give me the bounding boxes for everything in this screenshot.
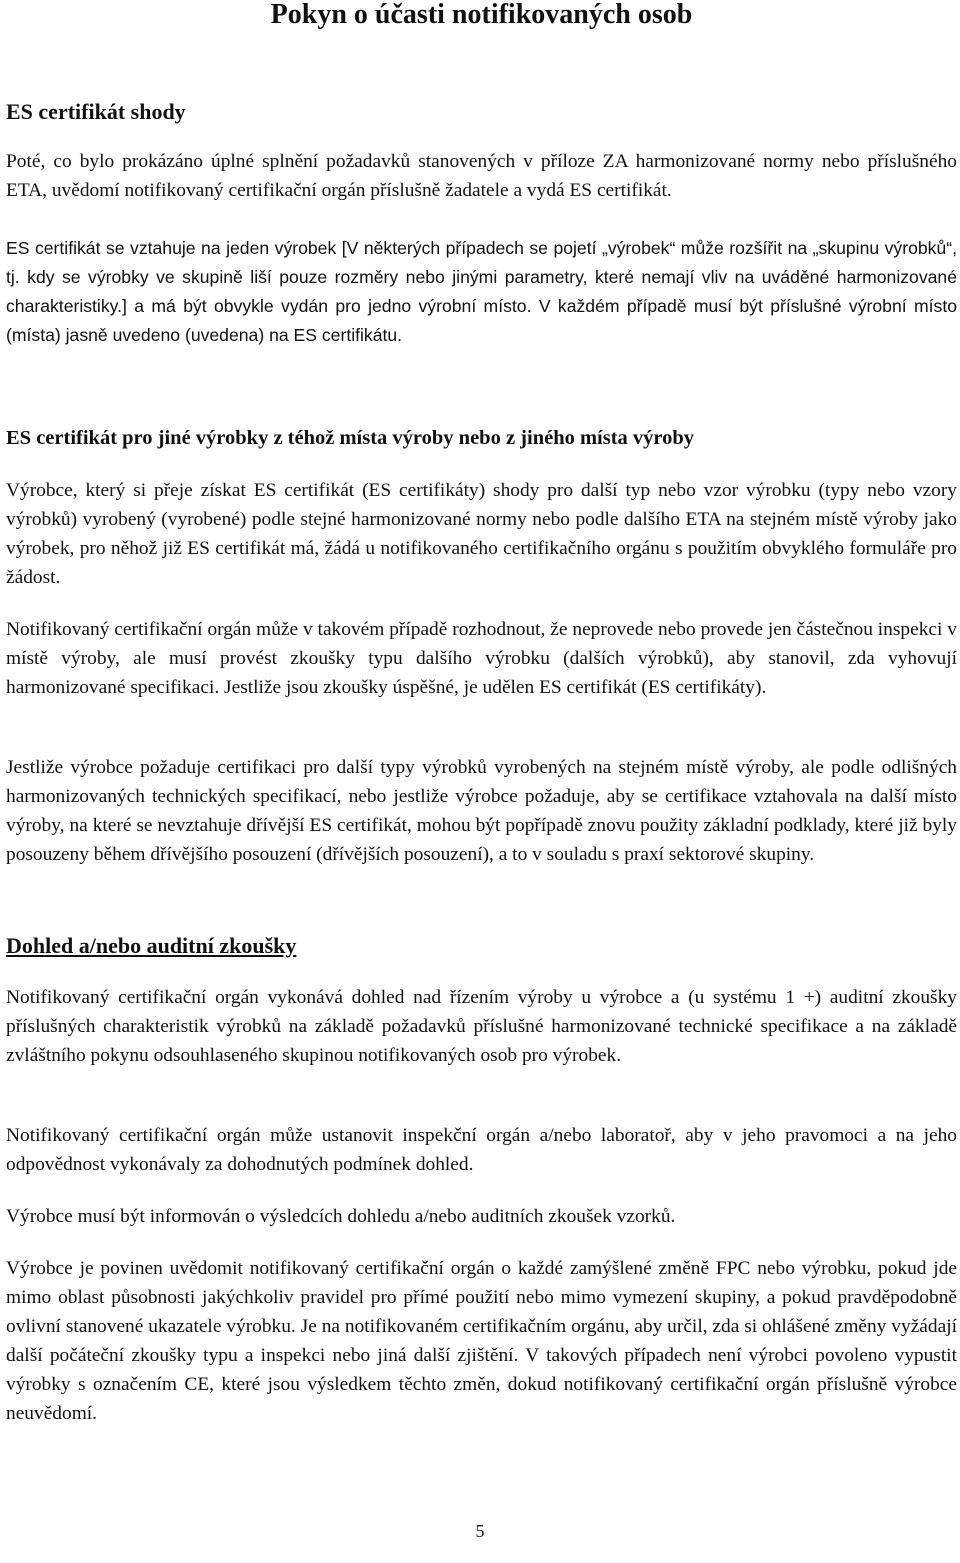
- paragraph-notify-changes: Výrobce je povinen uvědomit notifikovaný certifikační orgán o každé zamýšlené změně FPC nebo výrobku, pokud jde mimo oblast působnosti jakýchkoliv pravidel pro přímé použití nebo mimo vymezení skupiny, a pokud pravděpodobně ovlivní stanovené ukazatele výrobku. Je na notifikovaném certifikačním orgánu, aby určil, zda si ohlášené změny vyžádají další počáteční zkoušky typu a inspekci nebo jiná další zjištění. V takových případech není výrobci povoleno vypustit výrobky s označením CE, které jsou výsledkem těchto změn, dokud notifikovaný certifikační orgán příslušně výrobce neuvědomí.: [6, 1258, 957, 1424]
- heading-es-certificate: ES certifikát shody: [6, 99, 186, 124]
- heading-other-products: ES certifikát pro jiné výrobky z téhož místa výroby nebo z jiného místa výroby: [6, 427, 695, 449]
- paragraph-inspection-body: Notifikovaný certifikační orgán může ustanovit inspekční orgán a/nebo laboratoř, aby v jeho pravomoci a na jeho odpovědnost vykonávaly za dohodnutých podmínek dohled.: [6, 1125, 957, 1175]
- paragraph-certificate-scope: ES certifikát se vztahuje na jeden výrobek [V některých případech se pojetí „výrobek“ může rozšířit na „skupinu výrobků“, tj. kdy se výrobky ve skupině liší pouze rozměry nebo jinými parametry, které nemají vliv na uváděné harmonizované charakteristiky.] a má být obvykle vydán pro jedno výrobní místo. V každém případě musí být příslušné výrobní místo (místa) jasně uvedeno (uvedena) na ES certifikátu.: [6, 238, 957, 345]
- paragraph-informing-manufacturer: Výrobce musí být informován o výsledcích dohledu a/nebo auditních zkoušek vzorků.: [6, 1206, 676, 1227]
- page-title: Pokyn o účasti notifikovaných osob: [270, 0, 693, 30]
- paragraph-issuing-certificate: Poté, co bylo prokázáno úplné splnění požadavků stanovených v příloze ZA harmonizované normy nebo příslušného ETA, uvědomí notifikovaný certifikační orgán příslušně žadatele a vydá ES certifikát.: [6, 151, 957, 201]
- paragraph-additional-type: Výrobce, který si přeje získat ES certifikát (ES certifikáty) shody pro další typ nebo vzor výrobku (typy nebo vzory výrobků) vyrobený (vyrobené) podle stejné harmonizované normy nebo podle dalšího ETA na stejném místě výroby jako výrobek, pro něhož již ES certifikát má, žádá u notifikovaného certifikačního orgánu s použitím obvyklého formuláře pro žádost.: [6, 480, 957, 588]
- paragraph-surveillance: Notifikovaný certifikační orgán vykonává dohled nad řízením výroby u výrobce a (u systému 1 +) auditní zkoušky příslušných charakteristik výrobků na základě požadavků příslušné harmonizované technické specifikace a na základě zvláštního pokynu odsouhlaseného skupinou notifikovaných osob pro výrobek.: [6, 987, 957, 1066]
- paragraph-partial-inspection: Notifikovaný certifikační orgán může v takovém případě rozhodnout, že neprovede nebo provede jen částečnou inspekci v místě výroby, ale musí provést zkoušky typu dalšího výrobku (dalších výrobků), aby stanovil, zda vyhovují harmonizované specifikaci. Jestliže jsou zkoušky úspěšné, je udělen ES certifikát (ES certifikáty).: [6, 619, 957, 698]
- heading-surveillance: Dohled a/nebo auditní zkoušky: [6, 933, 297, 958]
- paragraph-other-specifications: Jestliže výrobce požaduje certifikaci pro další typy výrobků vyrobených na stejném místě výroby, ale podle odlišných harmonizovaných technických specifikací, nebo jestliže výrobce požaduje, aby se certifikace vztahovala na další místo výroby, na které se nevztahuje dřívější ES certifikát, mohou být popřípadě znovu použity základní podklady, které již byly posouzeny během dřívějšího posouzení (dřívějších posouzení), a to v souladu s praxí sektorové skupiny.: [6, 757, 957, 865]
- page-number: 5: [475, 1521, 485, 1541]
